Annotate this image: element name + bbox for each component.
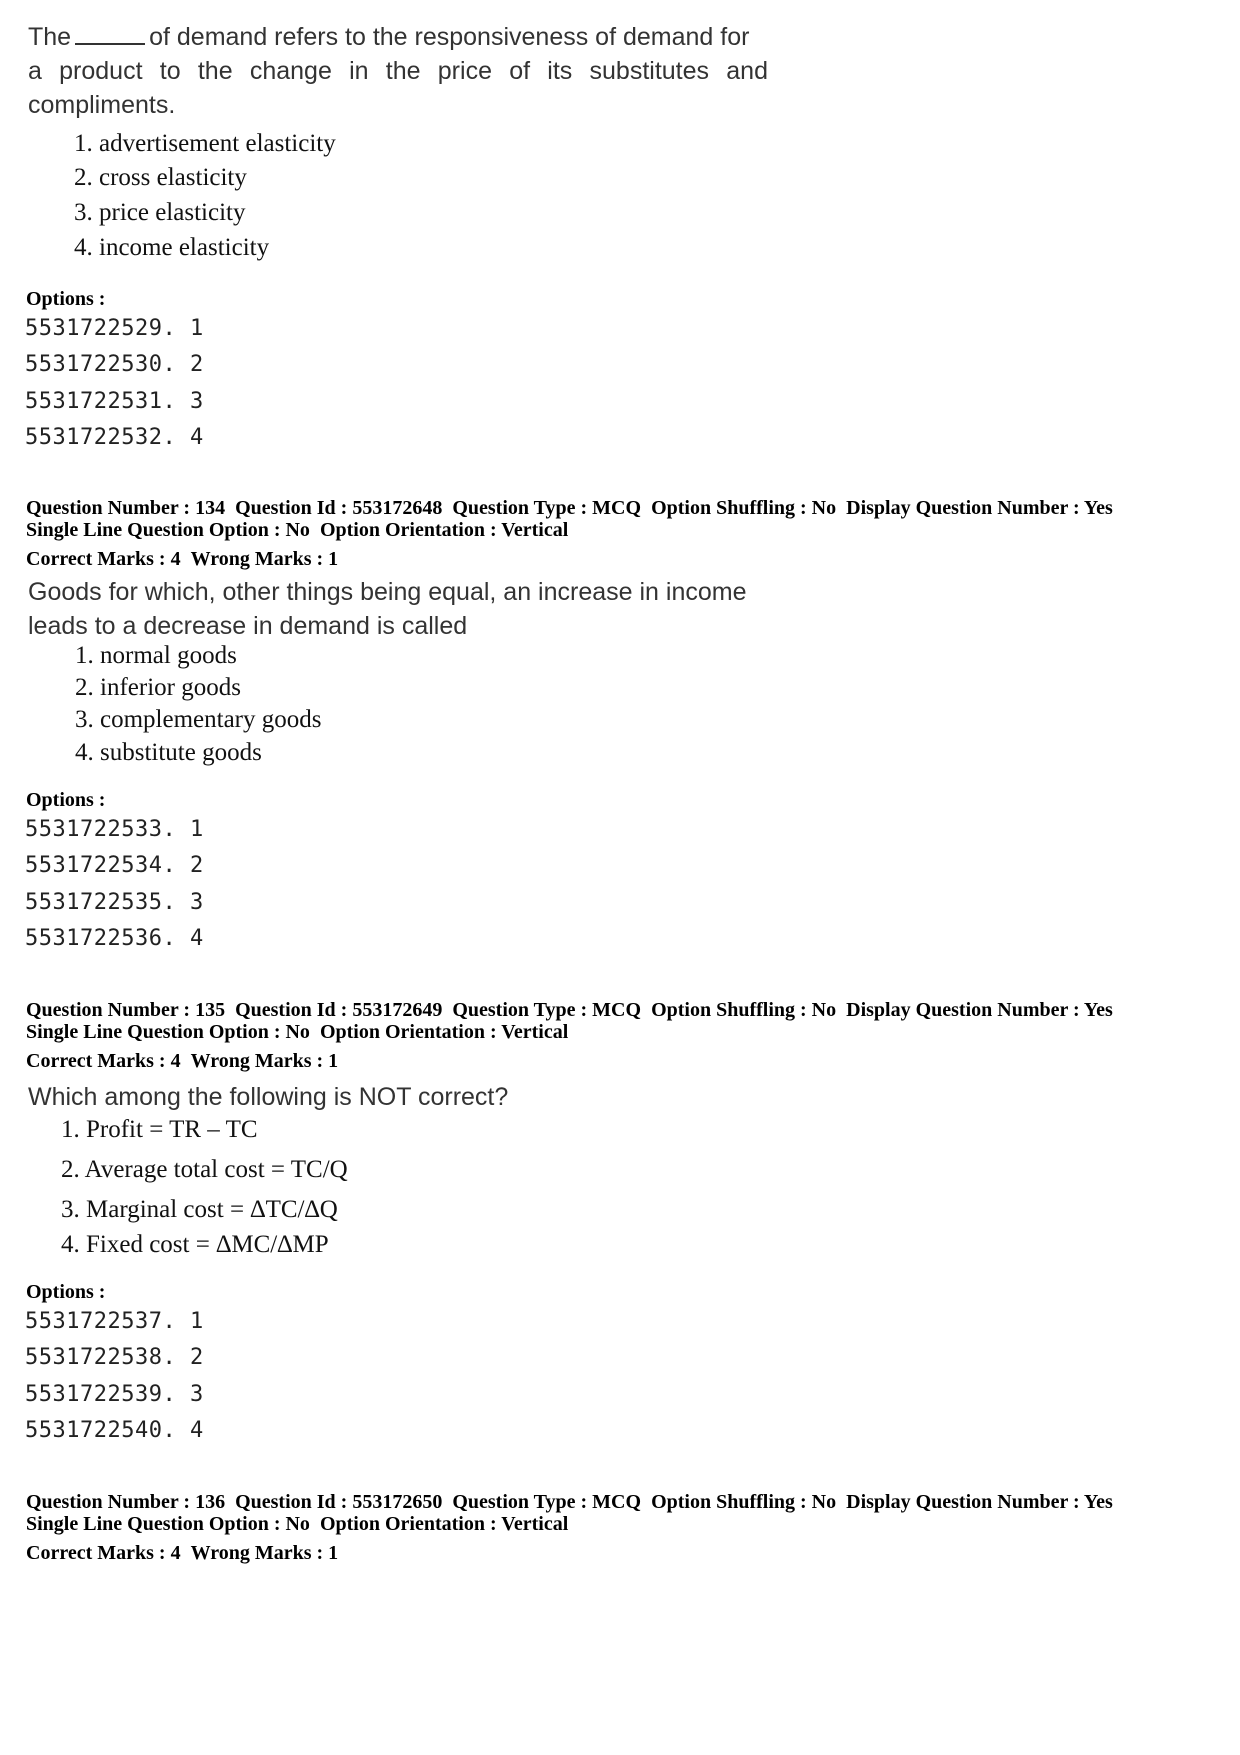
option-orientation: Option Orientation : Vertical bbox=[319, 1021, 569, 1043]
option-shuffling: Option Shuffling : No bbox=[651, 1491, 837, 1513]
correct-marks: Correct Marks : 4 bbox=[26, 1050, 181, 1072]
choice-item: 4. substitute goods bbox=[75, 739, 262, 766]
display-question-number: Display Question Number : Yes bbox=[846, 1491, 1113, 1513]
stem-text-after-blank: of demand refers to the responsiveness of demand for bbox=[149, 23, 750, 51]
display-question-number: Display Question Number : Yes bbox=[846, 999, 1113, 1021]
display-question-number: Display Question Number : Yes bbox=[846, 497, 1113, 519]
question-135-meta-line-3 bbox=[26, 1050, 338, 1072]
option-id: 5531722536. 4 bbox=[25, 926, 204, 951]
question-134-meta-line-1 bbox=[26, 497, 1113, 519]
correct-marks: Correct Marks : 4 bbox=[26, 1542, 181, 1564]
stem-line-1 bbox=[28, 20, 788, 54]
question-id: Question Id : 553172648 bbox=[235, 497, 443, 519]
fill-in-blank bbox=[75, 23, 145, 45]
option-id: 5531722533. 1 bbox=[25, 817, 204, 842]
choice-item: 3. complementary goods bbox=[75, 706, 322, 733]
question-135-meta-line-2 bbox=[26, 1021, 568, 1043]
choice-item: 4. Fixed cost = ∆MC/∆MP bbox=[61, 1231, 329, 1258]
options-heading: Options : bbox=[26, 1281, 106, 1303]
single-line-question-option: Single Line Question Option : No bbox=[26, 519, 310, 541]
option-id: 5531722537. 1 bbox=[25, 1309, 204, 1334]
question-136-meta-line-2 bbox=[26, 1513, 568, 1535]
option-id: 5531722539. 3 bbox=[25, 1382, 204, 1407]
question-number: Question Number : 135 bbox=[26, 999, 226, 1021]
question-id: Question Id : 553172650 bbox=[235, 1491, 443, 1513]
option-id: 5531722530. 2 bbox=[25, 352, 204, 377]
choice-item: 1. normal goods bbox=[75, 642, 237, 669]
stem-text-before-blank: The bbox=[28, 23, 72, 51]
question-136-meta-line-3 bbox=[26, 1542, 338, 1564]
choice-item: 2. Average total cost = TC/Q bbox=[61, 1156, 348, 1183]
question-type: Question Type : MCQ bbox=[452, 1491, 642, 1513]
stem-line-3: compliments. bbox=[28, 91, 176, 119]
choice-item: 2. cross elasticity bbox=[74, 164, 247, 191]
single-line-question-option: Single Line Question Option : No bbox=[26, 1513, 310, 1535]
option-id: 5531722540. 4 bbox=[25, 1418, 204, 1443]
stem-line-2: a product to the change in the price of its substitutes and bbox=[28, 57, 768, 85]
question-135-stem bbox=[28, 1080, 788, 1114]
choice-item: 1. advertisement elasticity bbox=[74, 130, 336, 157]
choice-item: 2. inferior goods bbox=[75, 674, 241, 701]
question-type: Question Type : MCQ bbox=[452, 497, 642, 519]
option-id: 5531722532. 4 bbox=[25, 425, 204, 450]
question-134-meta-line-3 bbox=[26, 548, 338, 570]
wrong-marks: Wrong Marks : 1 bbox=[190, 548, 339, 570]
question-135-meta-line-1 bbox=[26, 999, 1113, 1021]
option-id: 5531722538. 2 bbox=[25, 1345, 204, 1370]
question-type: Question Type : MCQ bbox=[452, 999, 642, 1021]
option-id: 5531722531. 3 bbox=[25, 389, 204, 414]
question-136-meta-line-1 bbox=[26, 1491, 1113, 1513]
option-id: 5531722529. 1 bbox=[25, 316, 204, 341]
question-id: Question Id : 553172649 bbox=[235, 999, 443, 1021]
option-orientation: Option Orientation : Vertical bbox=[319, 519, 569, 541]
option-id: 5531722534. 2 bbox=[25, 853, 204, 878]
stem-line: leads to a decrease in demand is called bbox=[28, 612, 468, 640]
options-heading: Options : bbox=[26, 789, 106, 811]
option-orientation: Option Orientation : Vertical bbox=[319, 1513, 569, 1535]
options-heading: Options : bbox=[26, 288, 106, 310]
choice-item: 3. price elasticity bbox=[74, 199, 246, 226]
single-line-question-option: Single Line Question Option : No bbox=[26, 1021, 310, 1043]
option-id: 5531722535. 3 bbox=[25, 890, 204, 915]
correct-marks: Correct Marks : 4 bbox=[26, 548, 181, 570]
stem-line: Goods for which, other things being equal, an increase in income bbox=[28, 578, 747, 606]
wrong-marks: Wrong Marks : 1 bbox=[190, 1542, 339, 1564]
stem-line: Which among the following is NOT correct? bbox=[28, 1083, 509, 1111]
question-number: Question Number : 134 bbox=[26, 497, 226, 519]
choice-item: 3. Marginal cost = ∆TC/∆Q bbox=[61, 1196, 338, 1223]
question-number: Question Number : 136 bbox=[26, 1491, 226, 1513]
choice-item: 4. income elasticity bbox=[74, 234, 270, 261]
question-134-stem bbox=[28, 575, 788, 643]
question-133-stem bbox=[28, 20, 788, 122]
option-shuffling: Option Shuffling : No bbox=[651, 999, 837, 1021]
wrong-marks: Wrong Marks : 1 bbox=[190, 1050, 339, 1072]
question-134-meta-line-2 bbox=[26, 519, 568, 541]
option-shuffling: Option Shuffling : No bbox=[651, 497, 837, 519]
choice-item: 1. Profit = TR – TC bbox=[61, 1116, 258, 1143]
